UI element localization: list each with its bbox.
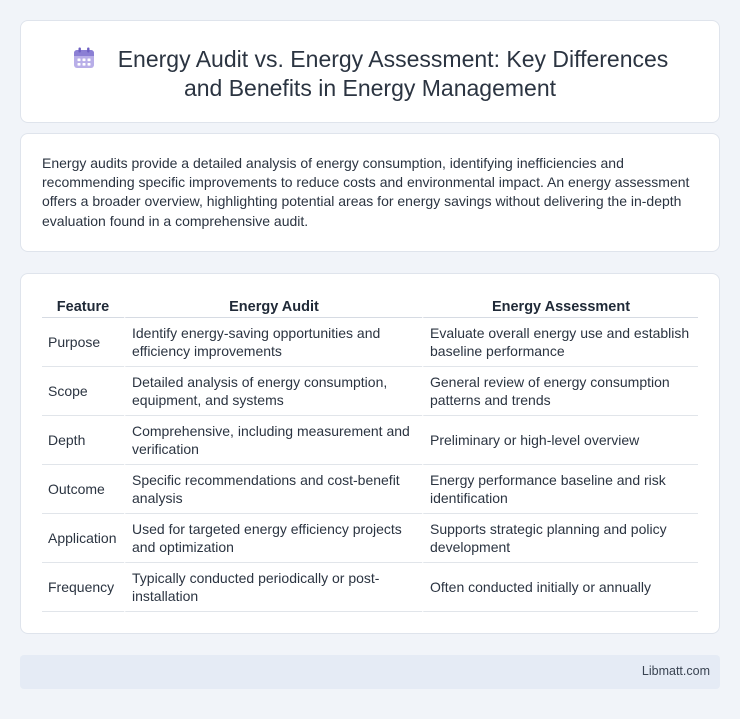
- title-line-1: Energy Audit vs. Energy Assessment: Key Differences: [117, 46, 669, 72]
- assessment-cell: Evaluate overall energy use and establish baseline performance: [422, 318, 698, 367]
- footer-bar: [20, 655, 720, 689]
- assessment-cell: General review of energy consumption patterns and trends: [422, 367, 698, 416]
- title-line-2: and Benefits in Energy Management: [183, 75, 557, 101]
- intro-card: [20, 133, 720, 252]
- header-energy-assessment: Energy Assessment: [422, 296, 698, 318]
- assessment-cell: Supports strategic planning and policy development: [422, 514, 698, 563]
- comparison-card: [20, 273, 720, 634]
- feature-cell: Purpose: [42, 318, 124, 367]
- header-feature: Feature: [42, 296, 124, 318]
- audit-cell: Used for targeted energy efficiency projects and optimization: [124, 514, 422, 563]
- audit-cell: Comprehensive, including measurement and verification: [124, 416, 422, 465]
- feature-cell: Scope: [42, 367, 124, 416]
- feature-cell: Application: [42, 514, 124, 563]
- assessment-cell: Energy performance baseline and risk identification: [422, 465, 698, 514]
- title-card: [20, 20, 720, 123]
- table-row: [42, 416, 698, 465]
- table-row: [42, 563, 698, 612]
- audit-cell: Identify energy-saving opportunities and efficiency improvements: [124, 318, 422, 367]
- table-row: [42, 367, 698, 416]
- intro-paragraph: Energy audits provide a detailed analysis of energy consumption, identifying inefficiencies and recommending specific improvements to reduce costs and environmental impact. An energy assessment offers a broader overview, highlighting potential areas for energy savings without delivering the in-depth evaluation found in a comprehensive audit.: [42, 155, 690, 229]
- table-header-row: [42, 296, 698, 318]
- header-energy-audit: Energy Audit: [124, 296, 422, 318]
- assessment-cell: Preliminary or high-level overview: [422, 416, 698, 465]
- assessment-cell: Often conducted initially or annually: [422, 563, 698, 612]
- feature-cell: Frequency: [42, 563, 124, 612]
- feature-cell: Outcome: [42, 465, 124, 514]
- page-title: [21, 45, 719, 103]
- table-row: [42, 465, 698, 514]
- comparison-table: [42, 296, 698, 612]
- audit-cell: Detailed analysis of energy consumption, equipment, and systems: [124, 367, 422, 416]
- table-row: [42, 318, 698, 367]
- audit-cell: Typically conducted periodically or post-installation: [124, 563, 422, 612]
- feature-cell: Depth: [42, 416, 124, 465]
- footer-brand-link[interactable]: Libmatt.com: [641, 664, 710, 678]
- table-row: [42, 514, 698, 563]
- calendar-icon: [72, 46, 96, 70]
- audit-cell: Specific recommendations and cost-benefit analysis: [124, 465, 422, 514]
